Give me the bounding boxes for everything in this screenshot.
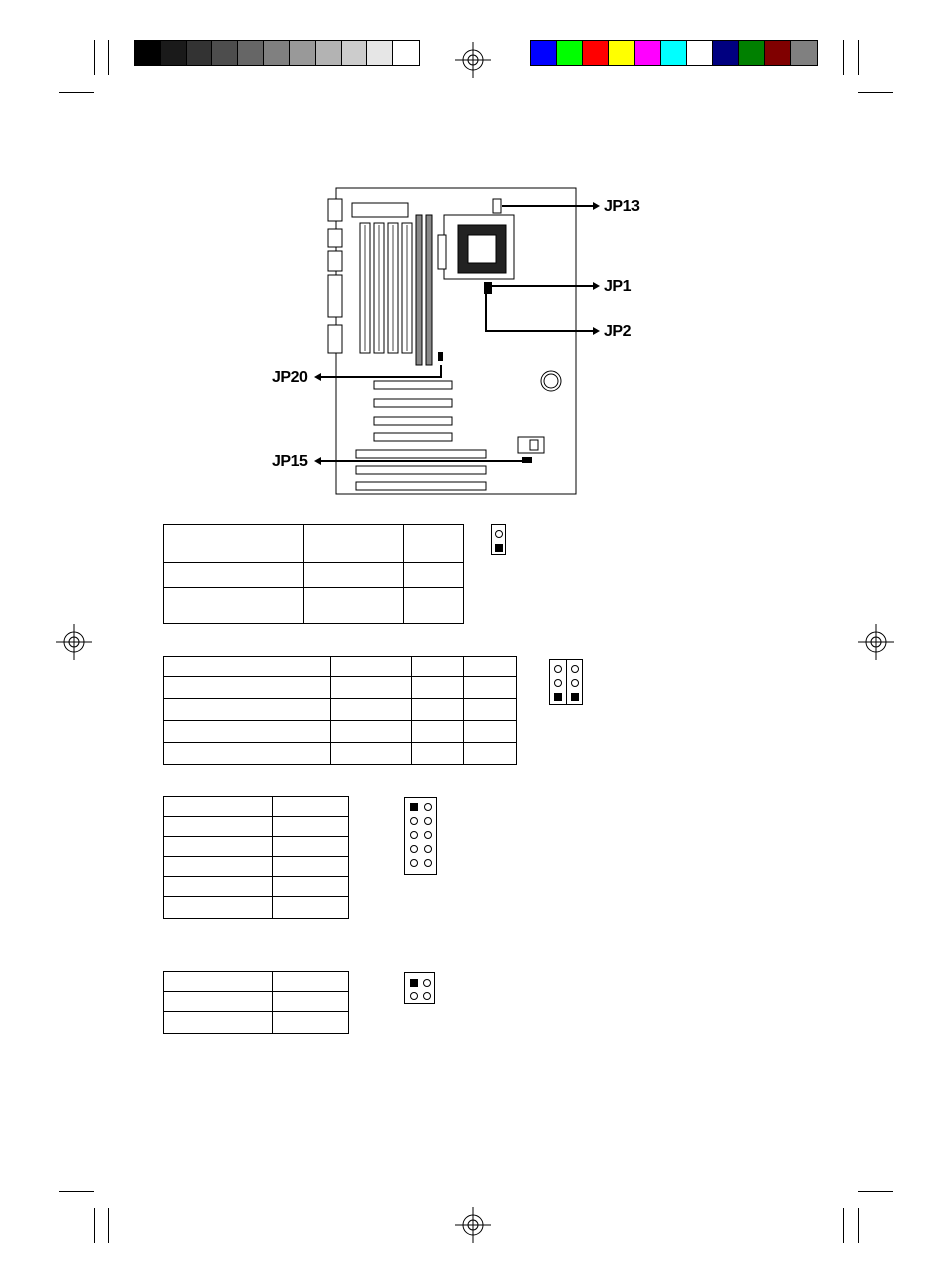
jumper-3pin-pair-icon: [549, 659, 583, 705]
jumper-table-3: [163, 796, 349, 919]
table-row: [164, 721, 517, 743]
jumper-10pin-icon: [404, 797, 437, 875]
registration-mark-icon: [56, 624, 92, 660]
table-row: [164, 817, 349, 837]
jp20-label: JP20: [272, 369, 308, 386]
jumper-table-1: [163, 524, 464, 624]
table-row: [164, 797, 349, 817]
table-row: [164, 837, 349, 857]
jumper-2pin-icon: [491, 524, 506, 555]
table-row: [164, 657, 517, 677]
table-row: [164, 877, 349, 897]
jp13-label: JP13: [604, 198, 640, 215]
table-row: [164, 743, 517, 765]
table-row: [164, 992, 349, 1012]
table-row: [164, 525, 464, 563]
leader-lines: [0, 0, 950, 520]
table-row: [164, 972, 349, 992]
table-row: [164, 897, 349, 919]
registration-mark-icon: [455, 1207, 491, 1243]
table-row: [164, 588, 464, 624]
jp2-label: JP2: [604, 323, 631, 340]
jp15-label: JP15: [272, 453, 308, 470]
jumper-4pin-icon: [404, 972, 435, 1004]
table-row: [164, 563, 464, 588]
table-row: [164, 857, 349, 877]
jumper-table-4: [163, 971, 349, 1034]
jp1-label: JP1: [604, 278, 631, 295]
table-row: [164, 699, 517, 721]
table-row: [164, 677, 517, 699]
registration-mark-icon: [858, 624, 894, 660]
jumper-table-2: [163, 656, 517, 765]
table-row: [164, 1012, 349, 1034]
